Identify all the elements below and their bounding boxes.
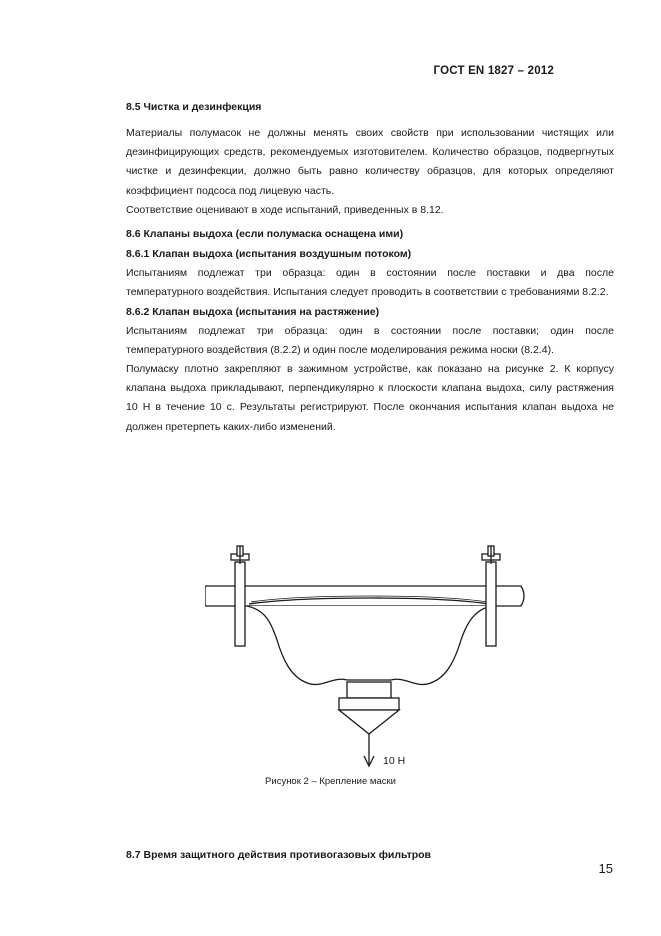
section-8-5-paragraph-1 <box>126 124 614 201</box>
section-8-6-2-heading: 8.6.2 Клапан выдоха (испытания на растяжение) <box>126 306 380 318</box>
mask-clamp-figure <box>205 540 525 780</box>
text-line: дезинфицирующих средств, рекомендуемых изготовителем. Количество образцов, подвергнутых <box>126 146 614 159</box>
force-label: 10 Н <box>383 755 406 767</box>
exhalation-valve <box>339 682 399 734</box>
text-line: коэффициент подсоса под лицевую часть. <box>126 184 335 197</box>
text-line: клапана выдоха прикладывают, перпендикулярно к плоскости клапана выдоха, силу растяжения <box>126 382 614 395</box>
text-line: чистке и дезинфекции, должно быть равно количеству образцов, для которых определяют <box>126 165 614 178</box>
text-line: Испытаниям подлежат три образца: один в состоянии после поставки; один после <box>126 325 614 337</box>
section-8-6-heading: 8.6 Клапаны выдоха (если полумаска оснащена ими) <box>126 228 404 240</box>
force-arrow <box>364 734 374 766</box>
standard-header: ГОСТ EN 1827 – 2012 <box>433 65 554 77</box>
section-8-7-heading: 8.7 Время защитного действия противогазовых фильтров <box>126 849 432 861</box>
mask-body <box>247 596 491 685</box>
section-8-6-1-heading: 8.6.1 Клапан выдоха (испытания воздушным потоком) <box>126 248 412 260</box>
text-line: Материалы полумасок не должны менять своих свойств при использовании чистящих или <box>126 127 614 139</box>
figure-caption: Рисунок 2 – Крепление маски <box>265 776 396 787</box>
section-8-6-2-paragraph-1 <box>126 322 614 360</box>
text-line: Испытаниям подлежат три образца: один в состоянии после поставки и два после <box>126 267 614 279</box>
text-line: должен претерпеть каких-либо изменений. <box>126 420 336 433</box>
text-line: Полумаску плотно закрепляют в зажимном устройстве, как показано на рисунке 2. К корпусу <box>126 363 614 375</box>
section-8-5-paragraph-2: Соответствие оценивают в ходе испытаний, приведенных в 8.12. <box>126 204 444 216</box>
text-line: 10 Н в течение 10 с. Результаты регистрируют. После окончания испытания клапан выдоха не <box>126 401 614 414</box>
page-number: 15 <box>598 861 613 876</box>
text-line: температурного воздействия (8.2.2) и один после моделирования режима носки (8.2.4). <box>126 344 554 357</box>
text-line: температурного воздействия. Испытания следует проводить в соответствии с требованиями 8.2.2. <box>126 286 609 299</box>
section-8-6-1-paragraph <box>126 264 614 302</box>
section-8-6-2-paragraph-2 <box>126 360 614 437</box>
section-8-5-heading: 8.5 Чистка и дезинфекция <box>126 101 262 113</box>
